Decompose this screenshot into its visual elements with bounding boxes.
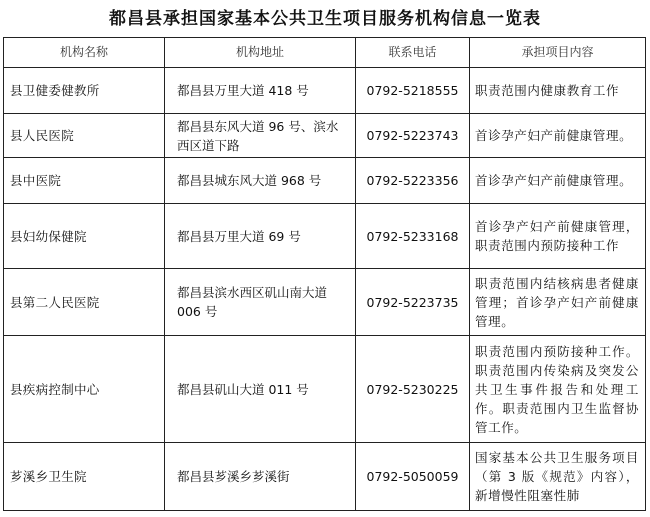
cell-address: 都昌县城东风大道 968 号 [165,158,356,204]
cell-content: 职责范围内结核病患者健康管理；首诊孕产妇产前健康管理。 [470,269,646,336]
cell-name: 县卫健委健教所 [4,68,165,114]
cell-name: 县妇幼保健院 [4,204,165,269]
table-row [4,204,646,269]
table-row [4,269,646,336]
institution-table [3,37,646,511]
table-row [4,68,646,114]
cell-content: 职责范围内健康教育工作 [470,68,646,114]
document-title: 都昌县承担国家基本公共卫生项目服务机构信息一览表 [109,9,541,29]
header-phone: 联系电话 [356,38,470,68]
cell-address: 都昌县滨水西区矶山南大道 006 号 [165,269,356,336]
cell-phone: 0792-5230225 [356,336,470,443]
cell-address: 都昌县东风大道 96 号、滨水西区道下路 [165,114,356,158]
cell-name: 县人民医院 [4,114,165,158]
cell-address: 都昌县矶山大道 011 号 [165,336,356,443]
cell-address: 都昌县芗溪乡芗溪街 [165,443,356,511]
table-row [4,443,646,511]
header-name: 机构名称 [4,38,165,68]
table-header-row [4,38,646,68]
cell-address: 都昌县万里大道 69 号 [165,204,356,269]
cell-content: 首诊孕产妇产前健康管理。 [470,158,646,204]
table-row [4,158,646,204]
cell-phone: 0792-5223356 [356,158,470,204]
cell-content: 职责范围内预防接种工作。职责范围内传染病及突发公共卫生事件报告和处理工作。职责范围内卫生监督协管工作。 [470,336,646,443]
table-row [4,336,646,443]
cell-name: 县疾病控制中心 [4,336,165,443]
cell-name: 县中医院 [4,158,165,204]
cell-address: 都昌县万里大道 418 号 [165,68,356,114]
cell-content: 首诊孕产妇产前健康管理。 [470,114,646,158]
cell-content: 国家基本公共卫生服务项目（第 3 版《规范》内容），新增慢性阻塞性肺 [470,443,646,511]
table-row [4,114,646,158]
cell-phone: 0792-5223735 [356,269,470,336]
cell-name: 芗溪乡卫生院 [4,443,165,511]
cell-phone: 0792-5233168 [356,204,470,269]
cell-phone: 0792-5223743 [356,114,470,158]
header-content: 承担项目内容 [470,38,646,68]
cell-phone: 0792-5050059 [356,443,470,511]
cell-name: 县第二人民医院 [4,269,165,336]
cell-content: 首诊孕产妇产前健康管理，职责范围内预防接种工作 [470,204,646,269]
header-address: 机构地址 [165,38,356,68]
cell-phone: 0792-5218555 [356,68,470,114]
